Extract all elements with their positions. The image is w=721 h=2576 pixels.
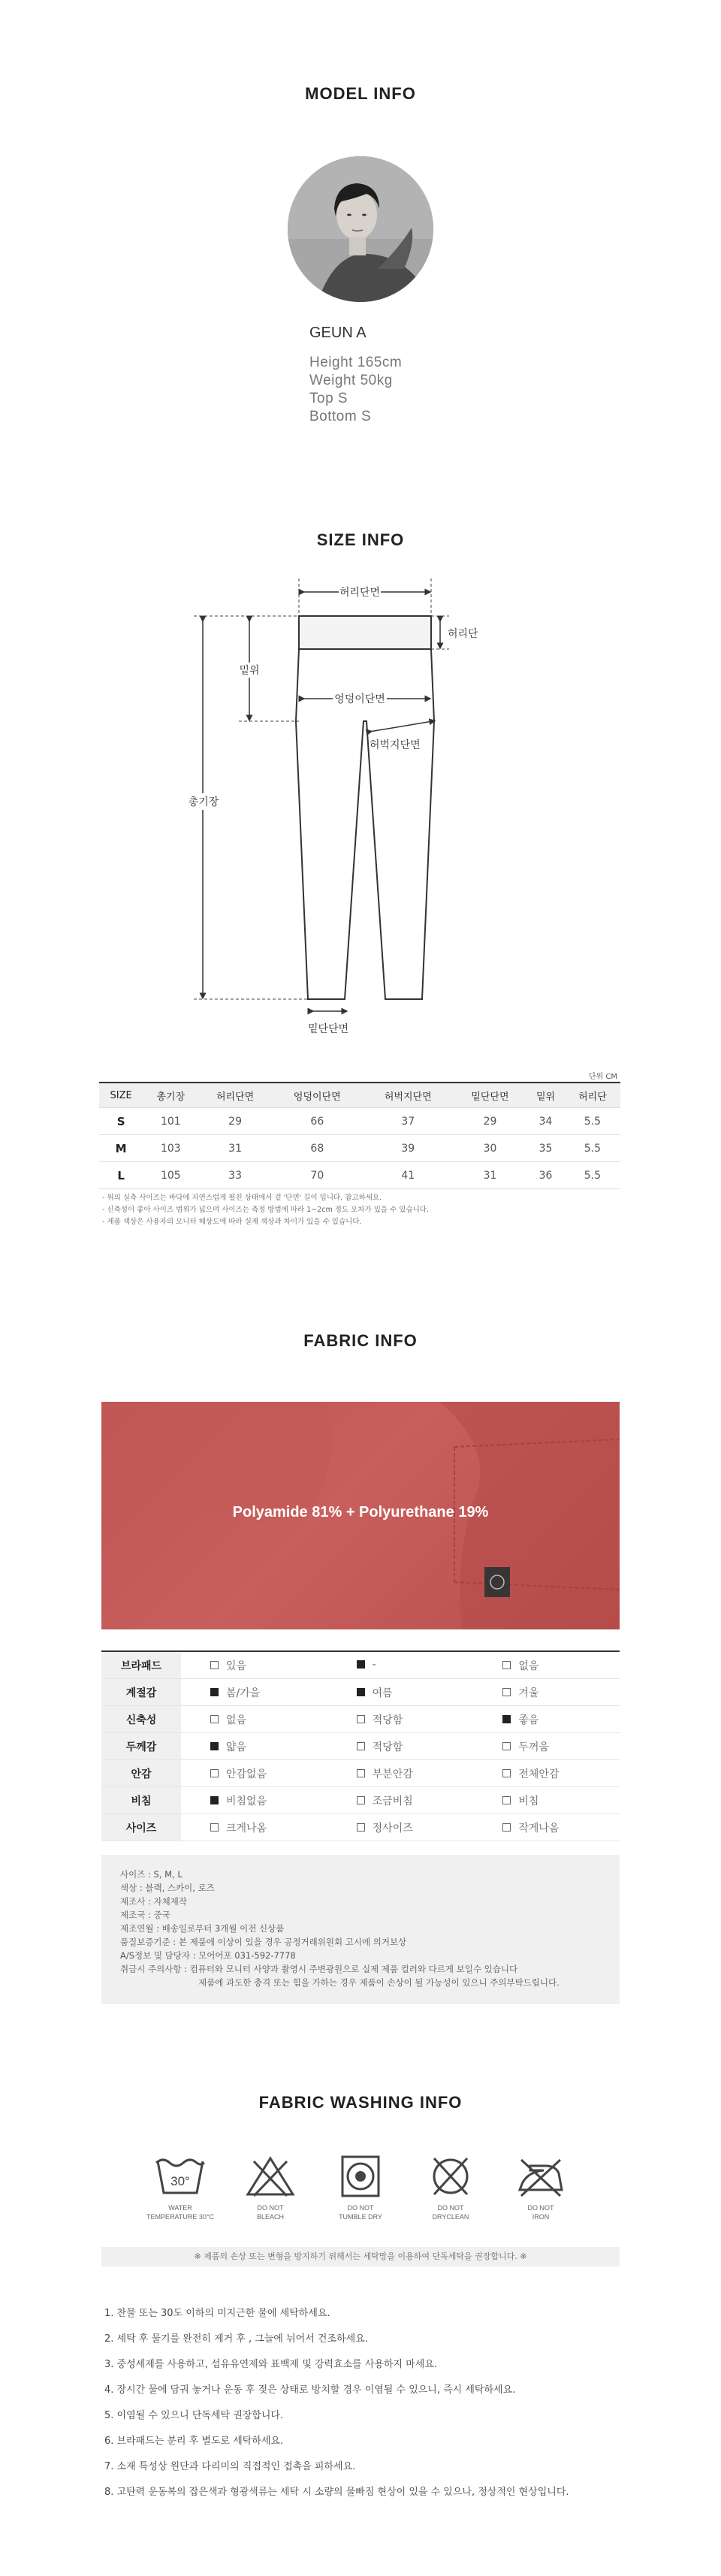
fabric-attribute-table — [101, 1650, 620, 1841]
attribute-name: 안감 — [101, 1760, 181, 1787]
table-cell: 66 — [272, 1108, 363, 1135]
option-label: 얇음 — [226, 1741, 247, 1753]
table-cell: 101 — [143, 1108, 198, 1135]
header-cell: 허리단 — [565, 1083, 620, 1108]
header-cell: 총기장 — [143, 1083, 198, 1108]
header-cell: 밑위 — [526, 1083, 565, 1108]
unchecked-box-icon — [502, 1769, 511, 1777]
pants-outline — [296, 616, 434, 999]
attribute-option — [473, 1787, 620, 1814]
unchecked-box-icon — [357, 1742, 365, 1750]
table-cell: 41 — [363, 1162, 454, 1189]
table-cell: 5.5 — [565, 1162, 620, 1189]
wash-label: DRYCLEAN — [432, 2213, 469, 2221]
attribute-name: 사이즈 — [101, 1814, 181, 1841]
checked-box-icon — [502, 1715, 511, 1723]
attribute-name: 신축성 — [101, 1706, 181, 1733]
table-cell: 5.5 — [565, 1108, 620, 1135]
unchecked-box-icon — [210, 1769, 219, 1777]
option-label: 비침없음 — [226, 1795, 267, 1807]
product-detail: 제품에 과도한 충격 또는 힘을 가하는 경우 제품이 손상이 될 가능성이 있으니 주의부탁드립니다. — [198, 1977, 560, 1988]
attribute-option — [327, 1651, 474, 1679]
option-label: 전체안감 — [518, 1768, 560, 1780]
table-row — [99, 1108, 620, 1135]
attribute-option — [181, 1787, 327, 1814]
table-cell: 103 — [143, 1135, 198, 1162]
wash-instruction: 3. 중성세제를 사용하고, 섬유유연제와 표백제 및 강력효소를 사용하지 마세요. — [104, 2359, 438, 2370]
table-cell: 5.5 — [565, 1135, 620, 1162]
table-cell: 36 — [526, 1162, 565, 1189]
model-avatar — [288, 156, 433, 302]
table-cell: S — [99, 1108, 143, 1135]
attribute-row — [101, 1787, 620, 1814]
header-cell: 밑단단면 — [454, 1083, 527, 1108]
attribute-option — [327, 1706, 474, 1733]
unit-note: 단위 CM — [588, 1073, 617, 1081]
unchecked-box-icon — [502, 1796, 511, 1804]
size-note: - 제품 색상은 사용자의 모니터 해상도에 따라 실제 색상과 차이가 있을 수 있습니다. — [102, 1218, 362, 1226]
unchecked-box-icon — [502, 1742, 511, 1750]
option-label: 크게나옴 — [226, 1822, 267, 1835]
hip-width-label: 엉덩이단면 — [334, 693, 385, 705]
option-label: 안감없음 — [226, 1768, 267, 1780]
attribute-option — [181, 1651, 327, 1679]
wash-label: DO NOT — [527, 2204, 554, 2212]
attribute-option — [181, 1706, 327, 1733]
wash-label: DO NOT — [347, 2204, 374, 2212]
unchecked-box-icon — [210, 1823, 219, 1832]
attribute-name: 브라패드 — [101, 1651, 181, 1679]
size-info-title: SIZE INFO — [316, 530, 405, 549]
option-label: 작게나옴 — [518, 1822, 560, 1835]
attribute-option — [327, 1814, 474, 1841]
option-label: 없음 — [518, 1659, 539, 1672]
model-height: Height 165cm — [309, 355, 403, 370]
wash-banner: ※ 제품의 손상 또는 변형을 방지하기 위해서는 세탁망을 이용하여 단독세탁을 권장합니다. ※ — [101, 2247, 620, 2266]
unchecked-box-icon — [357, 1769, 365, 1777]
table-cell: 39 — [363, 1135, 454, 1162]
no-iron-icon — [514, 2154, 568, 2199]
table-cell: 68 — [272, 1135, 363, 1162]
unchecked-box-icon — [502, 1823, 511, 1832]
option-label: 없음 — [226, 1714, 247, 1726]
fabric-image — [101, 1402, 620, 1629]
model-bottom-size: Bottom S — [309, 409, 372, 424]
attribute-row — [101, 1706, 620, 1733]
size-diagram — [0, 571, 721, 1052]
thigh-width-label: 허벅지단면 — [370, 739, 421, 751]
fabric-composition: Polyamide 81% + Polyurethane 19% — [232, 1504, 489, 1521]
option-label: - — [372, 1658, 376, 1671]
unchecked-box-icon — [502, 1661, 511, 1669]
model-info-title: MODEL INFO — [305, 84, 416, 103]
option-label: 정사이즈 — [372, 1822, 413, 1835]
option-label: 있음 — [226, 1659, 247, 1672]
attribute-option — [181, 1760, 327, 1787]
attribute-option — [473, 1706, 620, 1733]
washing-info-title: FABRIC WASHING INFO — [258, 2093, 463, 2112]
header-cell: SIZE — [99, 1083, 143, 1108]
table-cell: 70 — [272, 1162, 363, 1189]
unchecked-box-icon — [210, 1715, 219, 1723]
checked-box-icon — [210, 1796, 219, 1804]
table-cell: 34 — [526, 1108, 565, 1135]
wash-item — [225, 2154, 315, 2221]
waist-width-label: 허리단면 — [339, 587, 381, 599]
attribute-option — [473, 1760, 620, 1787]
table-cell: L — [99, 1162, 143, 1189]
attribute-row — [101, 1733, 620, 1760]
header-cell: 허벅지단면 — [363, 1083, 454, 1108]
attribute-option — [181, 1814, 327, 1841]
option-label: 조금비침 — [372, 1795, 413, 1807]
wash-label: WATER — [168, 2204, 192, 2212]
attribute-option — [327, 1679, 474, 1706]
no-tumble-dry-icon — [333, 2154, 388, 2199]
product-detail: 제조연월 : 배송일로부터 3개월 이전 신상품 — [120, 1923, 285, 1934]
no-dryclean-icon — [424, 2154, 478, 2199]
table-cell: 37 — [363, 1108, 454, 1135]
attribute-row — [101, 1651, 620, 1679]
total-length-label: 총기장 — [188, 796, 219, 808]
wash-instruction: 4. 장시간 물에 담궈 놓거나 운동 후 젖은 상태로 방치할 경우 이염될 수 있으니, 즉시 세탁하세요. — [104, 2384, 516, 2396]
checked-box-icon — [210, 1742, 219, 1750]
table-row — [99, 1135, 620, 1162]
attribute-row — [101, 1760, 620, 1787]
size-table — [99, 1082, 620, 1189]
unchecked-box-icon — [357, 1715, 365, 1723]
product-detail: 색상 : 블랙, 스카이, 로즈 — [120, 1883, 215, 1893]
unchecked-box-icon — [210, 1661, 219, 1669]
option-label: 좋음 — [518, 1714, 539, 1726]
attribute-row — [101, 1679, 620, 1706]
product-detail: 제조사 : 자체제작 — [120, 1896, 187, 1907]
wash-instruction: 8. 고탄력 운동복의 잡은색과 형광색류는 세탁 시 소량의 물빠짐 현상이 있을 수 있으나, 정상적인 현상입니다. — [104, 2487, 569, 2498]
size-note: - 위의 실측 사이즈는 바닥에 자연스럽게 펼친 상태에서 겉 '단면' 길이 입니다. 참고하세요. — [102, 1194, 382, 1202]
wash-instruction: 6. 브라패드는 분리 후 별도로 세탁하세요. — [104, 2436, 284, 2447]
size-table-header — [99, 1083, 620, 1108]
table-cell: 30 — [454, 1135, 527, 1162]
wash-label: DO NOT — [257, 2204, 284, 2212]
model-photo — [288, 156, 433, 302]
attribute-option — [327, 1733, 474, 1760]
option-label: 봄/가을 — [226, 1687, 261, 1699]
wash-label: DO NOT — [437, 2204, 464, 2212]
option-label: 겨울 — [518, 1687, 539, 1699]
unchecked-box-icon — [357, 1796, 365, 1804]
wash-instruction: 2. 세탁 후 물기를 완전히 제거 후 , 그늘에 뉘어서 건조하세요. — [104, 2333, 368, 2345]
wash-item — [135, 2154, 225, 2221]
attribute-option — [473, 1814, 620, 1841]
attribute-name: 계절감 — [101, 1679, 181, 1706]
wash-label: TUMBLE DRY — [339, 2213, 382, 2221]
unchecked-box-icon — [502, 1688, 511, 1696]
model-name: GEUN A — [309, 325, 367, 341]
wash-label: BLEACH — [256, 2213, 284, 2221]
header-cell: 엉덩이단면 — [272, 1083, 363, 1108]
size-note: - 신축성이 좋아 사이즈 범위가 넓으며 사이즈는 측정 방법에 따라 1~2cm 정도 오차가 있을 수 있습니다. — [102, 1206, 429, 1214]
attribute-name: 두께감 — [101, 1733, 181, 1760]
wash-label: TEMPERATURE 30°C — [146, 2213, 214, 2221]
product-detail: 제조국 : 중국 — [120, 1910, 170, 1920]
table-cell: 105 — [143, 1162, 198, 1189]
attribute-option — [473, 1651, 620, 1679]
hem-width-label: 밑단단면 — [307, 1023, 349, 1035]
table-row — [99, 1162, 620, 1189]
attribute-option — [327, 1787, 474, 1814]
attribute-option — [181, 1679, 327, 1706]
wash-label: IRON — [532, 2213, 550, 2221]
rise-label: 밑위 — [239, 665, 260, 677]
model-top-size: Top S — [309, 391, 348, 406]
wash-item — [496, 2154, 586, 2221]
attribute-name: 비침 — [101, 1787, 181, 1814]
no-bleach-icon — [243, 2154, 297, 2199]
option-label: 부분안감 — [372, 1768, 413, 1780]
wash-30-icon — [153, 2154, 207, 2199]
table-cell: 31 — [454, 1162, 527, 1189]
product-info-box — [101, 1855, 620, 2004]
attribute-option — [181, 1733, 327, 1760]
table-cell: 31 — [198, 1135, 272, 1162]
product-detail: 품질보증기준 : 본 제품에 이상이 있을 경우 공정거래위원회 고시에 의거보상 — [120, 1937, 407, 1947]
wash-instruction: 7. 소재 특성상 원단과 다리미의 직접적인 접촉을 피하세요. — [104, 2461, 356, 2472]
attribute-option — [327, 1760, 474, 1787]
fabric-info-title: FABRIC INFO — [303, 1331, 418, 1350]
attribute-row — [101, 1814, 620, 1841]
waistband-label: 허리단 — [448, 628, 478, 640]
checked-box-icon — [357, 1660, 365, 1669]
unchecked-box-icon — [357, 1823, 365, 1832]
option-label: 적당함 — [372, 1741, 403, 1753]
model-weight: Weight 50kg — [309, 373, 393, 388]
attribute-option — [473, 1733, 620, 1760]
table-cell: 29 — [198, 1108, 272, 1135]
wash-item — [406, 2154, 496, 2221]
checked-box-icon — [357, 1688, 365, 1696]
product-detail: 사이즈 : S, M, L — [120, 1869, 183, 1880]
attribute-option — [473, 1679, 620, 1706]
table-cell: M — [99, 1135, 143, 1162]
option-label: 비침 — [518, 1795, 539, 1807]
option-label: 여름 — [372, 1687, 393, 1699]
header-cell: 허리단면 — [198, 1083, 272, 1108]
option-label: 적당함 — [372, 1714, 403, 1726]
table-cell: 29 — [454, 1108, 527, 1135]
table-cell: 33 — [198, 1162, 272, 1189]
table-cell: 35 — [526, 1135, 565, 1162]
wash-instruction: 5. 이염될 수 있으니 단독세탁 권장합니다. — [104, 2410, 284, 2421]
product-detail: 취급시 주의사항 : 컴퓨터와 모니터 사양과 촬영시 주변광원으로 실제 제품 컬러와 다르게 보일수 있습니다 — [120, 1964, 518, 1974]
product-detail: A/S정보 및 담당자 : 모어어포 031-592-7778 — [120, 1950, 296, 1961]
brand-label — [484, 1567, 510, 1597]
wash-temp-mark: 30° — [170, 2174, 190, 2188]
wash-instruction: 1. 찬물 또는 30도 이하의 미지근한 물에 세탁하세요. — [104, 2308, 330, 2319]
option-label: 두꺼움 — [518, 1741, 549, 1753]
checked-box-icon — [210, 1688, 219, 1696]
wash-item — [315, 2154, 406, 2221]
